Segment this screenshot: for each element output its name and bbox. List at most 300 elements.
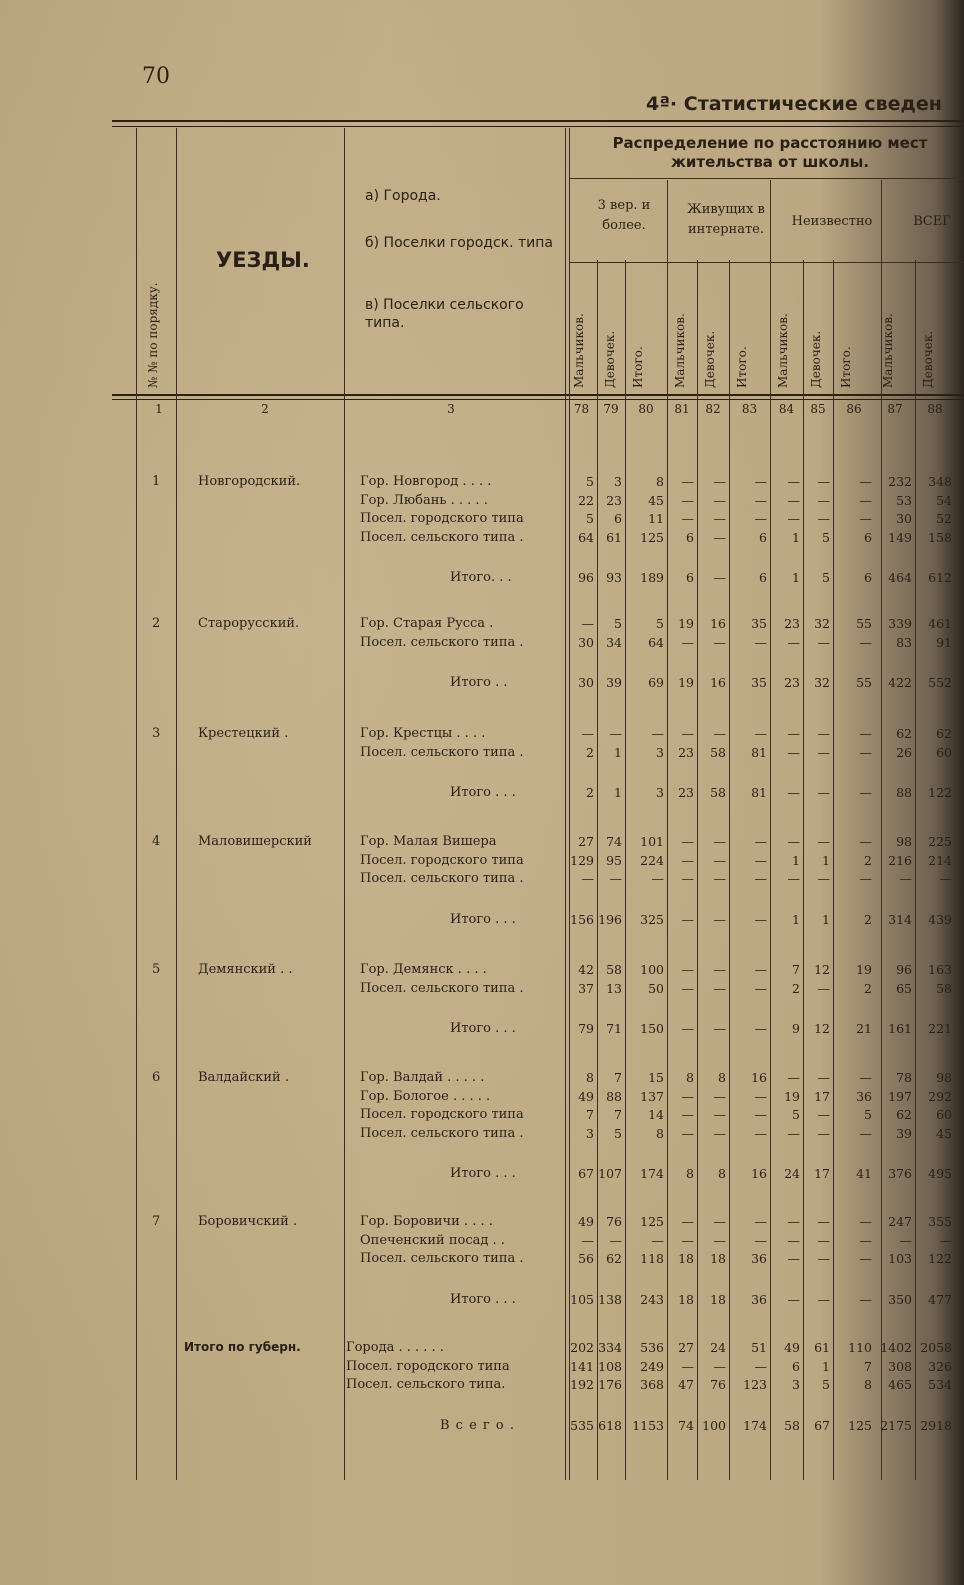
table-cell: 79 [578, 1021, 594, 1036]
column-number: 86 [846, 402, 862, 416]
table-cell: 60 [936, 1107, 952, 1122]
group-total: ВСЕГ [913, 214, 951, 229]
table-cell: 5 [614, 616, 622, 631]
table-cell: 2 [792, 980, 800, 996]
table-cell: — [859, 744, 872, 760]
row-number: 4 [152, 834, 161, 849]
table-cell: 16 [710, 616, 726, 631]
group-3ver: 3 вер. и более. [597, 198, 651, 233]
table-cell: 224 [640, 852, 664, 868]
table-cell: 67 [578, 1166, 594, 1181]
table-cell: 6 [759, 529, 767, 545]
settlement-label: Посел. городского типа [360, 852, 524, 868]
table-cell: — [859, 1232, 872, 1248]
table-cell: 23 [678, 744, 694, 760]
table-cell: 6 [864, 529, 872, 545]
table-cell: — [754, 1232, 767, 1248]
table-cell: 1 [822, 852, 830, 868]
table-cell: 174 [640, 1166, 664, 1181]
total-label: Итого . . . [450, 1291, 516, 1307]
table-cell: 1 [614, 785, 622, 800]
district-name: Валдайский . [198, 1070, 289, 1085]
table-cell: 7 [864, 1358, 872, 1374]
table-cell: 2058 [920, 1340, 952, 1355]
table-cell: 50 [648, 980, 664, 996]
sub-header: Мальчиков. [572, 313, 586, 388]
table-cell: 41 [856, 1166, 872, 1181]
table-cell: — [817, 1107, 830, 1122]
table-cell: 23 [784, 616, 800, 631]
table-cell: 125 [640, 529, 664, 545]
table-cell: 3 [656, 785, 664, 800]
table-cell: 69 [648, 675, 664, 690]
table-cell: 189 [640, 570, 664, 585]
grid-vline [770, 180, 771, 1480]
distribution-header: Распределение по расстоянию мест жительства от школы. [612, 134, 928, 171]
table-cell: — [787, 871, 800, 886]
table-cell: 129 [570, 852, 594, 868]
settlement-label: Гор. Валдай . . . . . [360, 1070, 485, 1085]
table-cell: 232 [888, 474, 912, 489]
order-column-header: № № по порядку. [146, 282, 160, 388]
table-cell: 47 [678, 1377, 694, 1392]
grid-hline-group [569, 178, 964, 179]
table-cell: 192 [570, 1377, 594, 1392]
settlement-label: Посел. городского типа [360, 511, 524, 526]
table-cell: — [681, 1125, 694, 1141]
column-number: 81 [674, 402, 690, 416]
table-cell: 49 [578, 1214, 594, 1229]
table-cell: — [817, 834, 830, 849]
group-unknown: Неизвестно [791, 214, 873, 229]
table-cell: 214 [928, 852, 952, 868]
settlement-label: Гор. Боровичи . . . . [360, 1214, 493, 1229]
table-cell: 58 [936, 980, 952, 996]
column-number: 79 [603, 402, 619, 416]
grid-vline [136, 128, 137, 1480]
table-cell: — [609, 726, 622, 741]
table-cell: — [787, 834, 800, 849]
settlement-label: Гор. Малая Вишера [360, 834, 497, 849]
table-cell: 534 [928, 1377, 952, 1392]
table-cell: — [859, 1251, 872, 1266]
table-cell: — [713, 529, 726, 545]
table-cell: — [817, 785, 830, 800]
total-label: Итого . . . [450, 1021, 516, 1036]
settlement-label: Гор. Крестцы . . . . [360, 726, 486, 741]
table-cell: — [581, 726, 594, 741]
sub-header: Девочек. [703, 330, 717, 388]
table-cell: 83 [896, 634, 912, 650]
table-cell: 348 [928, 474, 952, 489]
table-cell: 123 [743, 1377, 767, 1392]
table-cell: 334 [598, 1340, 622, 1355]
grid-vline [176, 128, 177, 1480]
column-number: 85 [810, 402, 826, 416]
table-cell: — [899, 1232, 912, 1248]
table-cell: 618 [598, 1417, 622, 1433]
table-cell: 5 [656, 616, 664, 631]
table-cell: — [713, 871, 726, 886]
table-cell: 61 [814, 1340, 830, 1355]
table-cell: 34 [606, 634, 622, 650]
table-cell: 439 [928, 911, 952, 927]
table-cell: — [754, 852, 767, 868]
grid-hline-sub [569, 262, 964, 263]
table-cell: 32 [814, 616, 830, 631]
table-cell: — [681, 511, 694, 526]
table-cell: 243 [640, 1291, 664, 1307]
settlement-label: Опеченский посад . . [360, 1232, 505, 1248]
table-cell: 202 [570, 1340, 594, 1355]
table-cell: — [713, 634, 726, 650]
table-cell: 141 [570, 1358, 594, 1374]
table-cell: 22 [578, 492, 594, 508]
rule-header-bottom [112, 394, 964, 396]
sub-header: Девочек. [921, 330, 935, 388]
settlement-label: Посел. городского типа [360, 1107, 524, 1122]
table-cell: 5 [822, 570, 830, 585]
grid-vline [569, 128, 570, 1480]
table-cell: 103 [888, 1251, 912, 1266]
table-cell: 176 [598, 1377, 622, 1392]
table-cell: 196 [598, 911, 622, 927]
table-cell: 27 [678, 1340, 694, 1355]
table-cell: — [713, 570, 726, 585]
uezdy-header: УЕЗДЫ. [216, 248, 310, 272]
table-cell: 71 [606, 1021, 622, 1036]
table-cell: 62 [896, 726, 912, 741]
table-cell: — [651, 1232, 664, 1248]
table-cell: — [651, 871, 664, 886]
table-cell: — [787, 1070, 800, 1085]
settlement-label: Гор. Бологое . . . . . [360, 1088, 491, 1104]
table-cell: — [713, 726, 726, 741]
table-cell: 292 [928, 1088, 952, 1104]
table-cell: 21 [856, 1021, 872, 1036]
table-cell: 376 [888, 1166, 912, 1181]
table-cell: 19 [784, 1088, 800, 1104]
table-cell: — [754, 634, 767, 650]
table-cell: — [713, 1088, 726, 1104]
table-cell: 1 [792, 570, 800, 585]
table-cell: 62 [896, 1107, 912, 1122]
table-cell: — [713, 852, 726, 868]
table-cell: — [787, 1125, 800, 1141]
table-cell: — [713, 980, 726, 996]
table-cell: 45 [936, 1125, 952, 1141]
section-title: 4ª· Статистические сведен [646, 93, 942, 115]
table-cell: — [713, 1358, 726, 1374]
column-number: 3 [447, 402, 455, 416]
table-cell: 308 [888, 1358, 912, 1374]
table-cell: — [754, 1214, 767, 1229]
table-cell: 17 [814, 1166, 830, 1181]
table-cell: 23 [678, 785, 694, 800]
table-cell: — [681, 474, 694, 489]
table-cell: — [754, 980, 767, 996]
table-cell: 535 [570, 1417, 594, 1433]
table-cell: 101 [640, 834, 664, 849]
table-cell: — [859, 871, 872, 886]
district-name: Новгородский. [198, 474, 301, 489]
settlement-label: Гор. Новгород . . . . [360, 474, 492, 489]
table-cell: — [787, 1232, 800, 1248]
settlement-label: Города . . . . . . [346, 1340, 444, 1355]
table-cell: 465 [888, 1377, 912, 1392]
table-cell: 2 [586, 785, 594, 800]
table-cell: 216 [888, 852, 912, 868]
table-cell: 3 [656, 744, 664, 760]
table-cell: 17 [814, 1088, 830, 1104]
table-cell: — [859, 492, 872, 508]
table-cell: — [681, 726, 694, 741]
sub-header: Итого. [735, 346, 749, 388]
rule-header-bottom-thin [112, 399, 964, 400]
row-number: 2 [152, 616, 161, 631]
table-cell: 9 [792, 1021, 800, 1036]
table-cell: — [787, 1291, 800, 1307]
table-cell: — [754, 834, 767, 849]
table-cell: 100 [702, 1417, 726, 1433]
table-cell: 2 [864, 852, 872, 868]
table-cell: 138 [598, 1291, 622, 1307]
table-cell: 6 [686, 529, 694, 545]
rule-top-thin [112, 126, 964, 127]
table-cell: 52 [936, 511, 952, 526]
total-label: Итого. . . [450, 570, 512, 585]
table-cell: 105 [570, 1291, 594, 1307]
table-cell: — [817, 1214, 830, 1229]
table-cell: 62 [606, 1251, 622, 1266]
table-cell: 26 [896, 744, 912, 760]
table-cell: 8 [864, 1377, 872, 1392]
table-cell: 422 [888, 675, 912, 690]
table-cell: 552 [928, 675, 952, 690]
table-cell: 35 [751, 616, 767, 631]
district-name: Маловишерский [198, 834, 312, 849]
sub-header: Мальчиков. [776, 313, 790, 388]
table-cell: 8 [586, 1070, 594, 1085]
table-cell: — [713, 474, 726, 489]
table-cell: — [713, 1107, 726, 1122]
table-cell: — [817, 511, 830, 526]
table-cell: 8 [718, 1166, 726, 1181]
table-cell: 36 [751, 1251, 767, 1266]
settlement-label: Посел. сельского типа . [360, 634, 524, 650]
table-cell: 100 [640, 962, 664, 977]
table-cell: 11 [648, 511, 664, 526]
table-cell: 3 [586, 1125, 594, 1141]
settlement-label: Посел. городского типа [346, 1358, 510, 1374]
table-cell: 137 [640, 1088, 664, 1104]
table-cell: 1 [792, 852, 800, 868]
table-cell: — [817, 474, 830, 489]
table-cell: 14 [648, 1107, 664, 1122]
table-cell: — [681, 1358, 694, 1374]
table-cell: 16 [710, 675, 726, 690]
table-cell: 91 [936, 634, 952, 650]
table-cell: 18 [710, 1251, 726, 1266]
settlement-label: Посел. сельского типа . [360, 1125, 524, 1141]
table-cell: 55 [856, 675, 872, 690]
table-cell: 18 [678, 1291, 694, 1307]
table-cell: 96 [896, 962, 912, 977]
table-cell: 15 [648, 1070, 664, 1085]
table-cell: 1 [614, 744, 622, 760]
table-cell: — [787, 744, 800, 760]
table-cell: — [859, 511, 872, 526]
table-cell: — [713, 834, 726, 849]
table-cell: — [713, 962, 726, 977]
table-cell: 58 [710, 744, 726, 760]
settlement-label: Посел. сельского типа . [360, 1251, 524, 1266]
table-cell: — [754, 1125, 767, 1141]
table-cell: — [817, 634, 830, 650]
column-number: 83 [741, 402, 758, 416]
sub-header: Итого. [839, 346, 853, 388]
grid-vline [565, 128, 566, 1480]
column-number: 87 [887, 402, 903, 416]
table-cell: — [713, 1125, 726, 1141]
table-cell: 16 [751, 1166, 767, 1181]
table-cell: 8 [686, 1166, 694, 1181]
table-cell: 108 [598, 1358, 622, 1374]
table-cell: — [939, 1232, 952, 1248]
table-cell: — [787, 511, 800, 526]
table-cell: 37 [578, 980, 594, 996]
row-number: 6 [152, 1070, 161, 1085]
table-cell: 7 [614, 1070, 622, 1085]
page-number: 70 [142, 64, 170, 89]
table-cell: — [713, 1214, 726, 1229]
table-cell: — [754, 1358, 767, 1374]
table-cell: — [609, 1232, 622, 1248]
table-cell: 49 [578, 1088, 594, 1104]
table-cell: 36 [856, 1088, 872, 1104]
table-cell: — [859, 726, 872, 741]
table-cell: 5 [822, 529, 830, 545]
table-cell: 368 [640, 1377, 664, 1392]
table-cell: 65 [896, 980, 912, 996]
settlement-label: Гор. Старая Русса . [360, 616, 494, 631]
table-cell: — [754, 511, 767, 526]
table-cell: 76 [710, 1377, 726, 1392]
table-cell: 8 [686, 1070, 694, 1085]
table-cell: — [787, 785, 800, 800]
table-cell: 12 [814, 1021, 830, 1036]
column-number: 82 [705, 402, 721, 416]
table-cell: 96 [578, 570, 594, 585]
table-cell: 5 [822, 1377, 830, 1392]
table-cell: 107 [598, 1166, 622, 1181]
table-cell: 612 [928, 570, 952, 585]
table-cell: — [713, 492, 726, 508]
table-cell: — [817, 1291, 830, 1307]
table-cell: 2918 [920, 1417, 952, 1433]
sub-header: Девочек. [603, 330, 617, 388]
table-cell: 125 [848, 1417, 872, 1433]
table-cell: — [681, 980, 694, 996]
table-cell: 7 [614, 1107, 622, 1122]
table-cell: 24 [710, 1340, 726, 1355]
grid-vline [667, 180, 668, 1480]
table-cell: 13 [606, 980, 622, 996]
table-cell: — [681, 634, 694, 650]
table-cell: 1 [822, 911, 830, 927]
table-cell: — [817, 492, 830, 508]
table-cell: 174 [743, 1417, 767, 1433]
grid-vline [881, 180, 882, 1480]
table-cell: — [681, 1214, 694, 1229]
table-cell: 8 [718, 1070, 726, 1085]
table-cell: 64 [578, 529, 594, 545]
row-number: 3 [152, 726, 161, 741]
table-cell: — [681, 1107, 694, 1122]
table-cell: 339 [888, 616, 912, 631]
table-cell: 5 [614, 1125, 622, 1141]
table-cell: 98 [896, 834, 912, 849]
table-cell: 95 [606, 852, 622, 868]
table-cell: 2 [864, 980, 872, 996]
table-cell: 150 [640, 1021, 664, 1036]
sub-header: Девочек. [809, 330, 823, 388]
total-label: Итого . . . [450, 911, 516, 927]
table-cell: 18 [710, 1291, 726, 1307]
table-cell: 12 [814, 962, 830, 977]
table-cell: — [787, 1251, 800, 1266]
table-cell: 16 [751, 1070, 767, 1085]
column-number: 88 [927, 402, 943, 416]
table-cell: — [787, 634, 800, 650]
table-cell: 8 [656, 1125, 664, 1141]
table-cell: 2 [586, 744, 594, 760]
table-cell: 93 [606, 570, 622, 585]
table-cell: 18 [678, 1251, 694, 1266]
table-cell: — [681, 962, 694, 977]
column-number: 84 [778, 402, 795, 416]
table-cell: — [787, 492, 800, 508]
table-cell: 3 [614, 474, 622, 489]
settlement-label: Посел. сельского типа . [360, 529, 524, 545]
table-cell: — [651, 726, 664, 741]
grid-vline [344, 128, 345, 1480]
table-cell: — [754, 492, 767, 508]
table-cell: — [859, 834, 872, 849]
table-cell: 1 [822, 1358, 830, 1374]
group-internat: Живущих в интернате. [687, 202, 765, 237]
table-cell: 2175 [880, 1417, 912, 1433]
type-a-header: а) Города. [365, 188, 441, 204]
table-cell: 78 [896, 1070, 912, 1085]
settlement-label: Посел. сельского типа. [346, 1377, 506, 1392]
total-label: Итого . . [450, 675, 508, 690]
table-cell: — [817, 1125, 830, 1141]
table-cell: — [817, 871, 830, 886]
table-cell: 58 [606, 962, 622, 977]
table-cell: — [754, 1021, 767, 1036]
table-cell: 53 [896, 492, 912, 508]
table-cell: — [817, 1070, 830, 1085]
settlement-label: Посел. сельского типа . [360, 871, 524, 886]
table-cell: 74 [678, 1417, 694, 1433]
table-cell: 19 [678, 675, 694, 690]
settlement-label: Посел. сельского типа . [360, 980, 524, 996]
row-number: 7 [152, 1214, 161, 1229]
table-cell: — [681, 871, 694, 886]
table-cell: — [681, 1232, 694, 1248]
table-cell: — [754, 1088, 767, 1104]
